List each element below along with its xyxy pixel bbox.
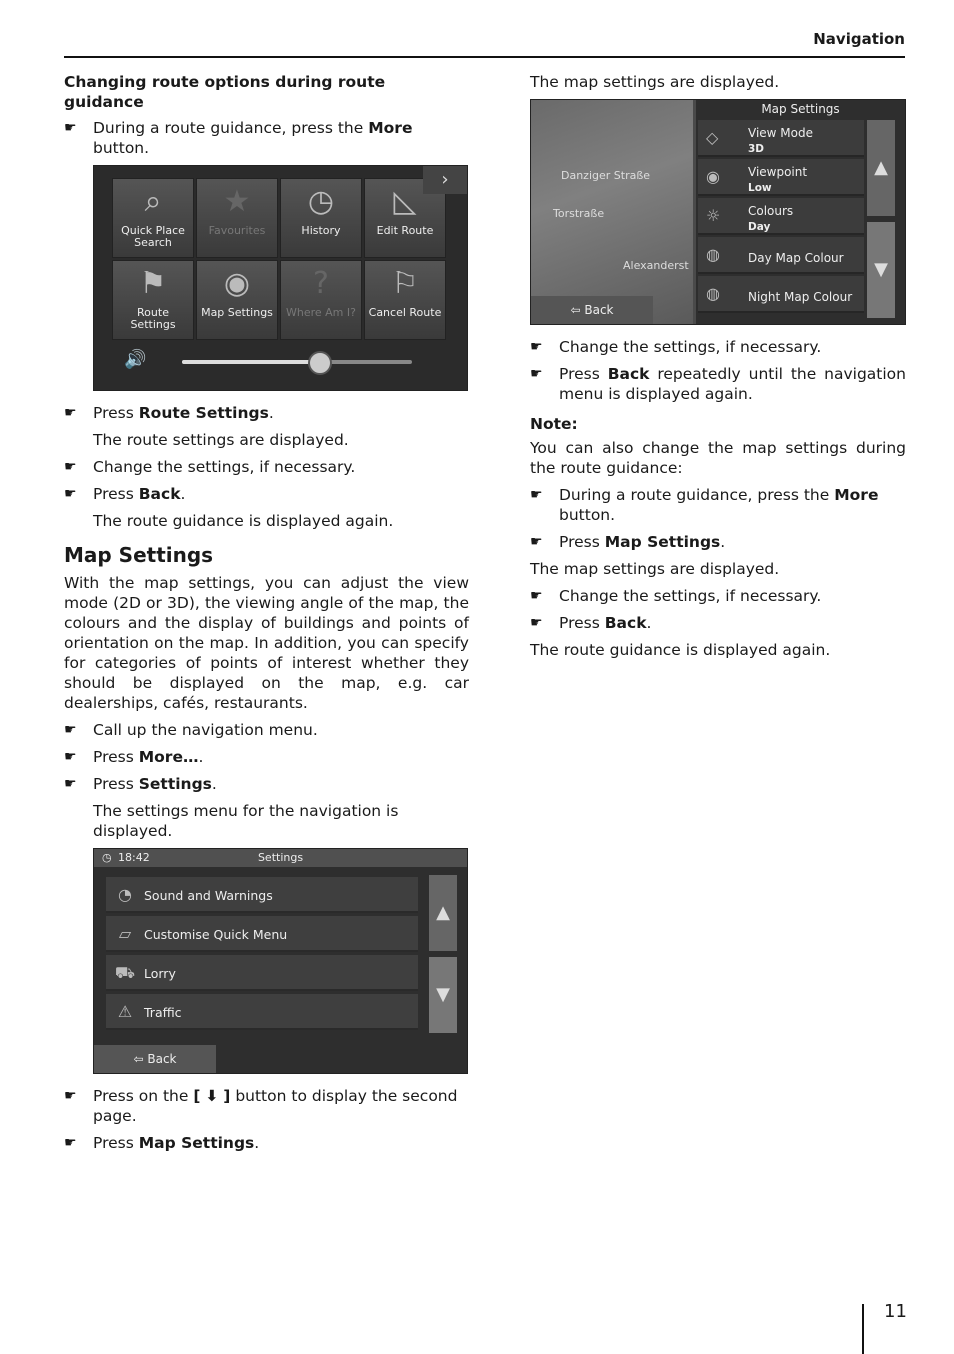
step: ☛ Press Map Settings.: [530, 533, 726, 551]
step: ☛ Press Back.: [64, 485, 186, 503]
next-page-icon: ›: [423, 166, 467, 194]
page-number: 11: [884, 1301, 907, 1322]
step: ☛ Press Back.: [530, 614, 652, 632]
result-text: The map settings are displayed.: [530, 73, 780, 91]
row-day-map-colour: ◍ Day Map Colour: [698, 237, 864, 274]
magnifier-pin-icon: ⌕: [144, 184, 162, 219]
step: ☛ Press Route Settings.: [64, 404, 274, 422]
hand-pointer-icon: ☛: [64, 405, 77, 421]
result-text: The map settings are displayed.: [530, 560, 780, 578]
step: ☛ Press More….: [64, 748, 204, 766]
question-icon: ?: [313, 266, 329, 301]
step: ☛ During a route guidance, press the More button.: [64, 119, 413, 157]
hand-pointer-icon: ☛: [530, 534, 543, 550]
speaker-icon: ◔: [118, 885, 132, 904]
tile-favourites: ★ Favourites: [196, 178, 278, 258]
speaker-icon: 🔊: [124, 349, 147, 370]
back-arrow-icon: ⇦: [570, 303, 581, 317]
step: ☛ Press Back repeatedly until the navigation menu is displayed again.: [530, 365, 906, 403]
checkered-flag-icon: ⚐: [391, 266, 419, 301]
right-column: [530, 72, 906, 667]
tile-history: ◷ History: [280, 178, 362, 258]
hand-pointer-icon: ☛: [64, 1135, 77, 1151]
settings-screenshot: [93, 848, 468, 1074]
step: ☛ Change the settings, if necessary.: [530, 338, 822, 356]
street-label: Danziger Straße: [561, 169, 651, 182]
sub-heading: Changing route options during route guidance: [64, 73, 386, 111]
star-icon: ★: [223, 184, 251, 219]
back-button: ⇦ Back: [531, 296, 653, 324]
hand-pointer-icon: ☛: [64, 486, 77, 502]
back-button: ⇦ Back: [94, 1045, 216, 1073]
step: ☛ During a route guidance, press the More button.: [530, 486, 879, 524]
result-text: The settings menu for the navigation is displayed.: [93, 802, 399, 840]
sun-icon: ☼: [706, 206, 721, 225]
palette-dark-icon: ◍: [706, 284, 720, 303]
window-icon: ▱: [118, 924, 132, 943]
hand-pointer-icon: ☛: [64, 120, 77, 136]
note-text: You can also change the map settings during the route guidance:: [530, 439, 906, 477]
tile-where-am-i: ? Where Am I?: [280, 260, 362, 340]
signpost-icon: ⚑: [139, 266, 167, 301]
step: ☛ Change the settings, if necessary.: [530, 587, 822, 605]
eye-map-icon: ◉: [223, 266, 251, 301]
volume-knob: [308, 351, 332, 375]
settings-row-lorry: ⛟ Lorry: [106, 955, 418, 991]
result-text: The route guidance is displayed again.: [530, 641, 831, 659]
volume-track: [182, 360, 412, 364]
hand-pointer-icon: ☛: [530, 615, 543, 631]
warning-triangle-icon: ⚠: [117, 1002, 133, 1021]
row-colours: ☼ Colours Day: [698, 198, 864, 235]
cube-icon: ◇: [706, 128, 719, 147]
map-settings-panel: [696, 100, 905, 324]
down-arrow-icon: ⬇: [205, 1087, 219, 1105]
result-text: The route guidance is displayed again.: [93, 512, 394, 530]
volume-fill: [182, 360, 320, 364]
scroll-up-icon: ▲: [429, 875, 457, 951]
scroll-down-icon: ▼: [429, 957, 457, 1033]
triangle-ruler-icon: ◺: [393, 184, 417, 219]
tile-route-settings: ⚑ Route Settings: [112, 260, 194, 340]
hand-pointer-icon: ☛: [530, 339, 543, 355]
tile-map-settings: ◉ Map Settings: [196, 260, 278, 340]
screen-title: Settings: [257, 851, 304, 864]
lorry-icon: ⛟: [114, 963, 136, 982]
left-column: [64, 72, 469, 1160]
panel-title: Map Settings: [761, 102, 840, 116]
section-title: Map Settings: [64, 543, 214, 567]
step: ☛ Press on the [ ⬇ ] button to display the second page.: [64, 1087, 458, 1125]
map-settings-screenshot: [530, 99, 906, 325]
hand-pointer-icon: ☛: [530, 487, 543, 503]
map-view: [531, 100, 693, 324]
settings-row-sound: ◔ Sound and Warnings: [106, 877, 418, 913]
volume-slider: [112, 348, 447, 376]
row-view-mode: ◇ View Mode 3D: [698, 120, 864, 157]
settings-row-traffic: ⚠ Traffic: [106, 994, 418, 1030]
step: ☛ Change the settings, if necessary.: [64, 458, 356, 476]
footer-rule: [862, 1304, 864, 1354]
back-arrow-icon: ⇦: [133, 1052, 144, 1066]
header-rule: [64, 56, 905, 58]
clock-icon: ◷: [102, 851, 112, 864]
step: ☛ Press Settings.: [64, 775, 217, 793]
row-night-map-colour: ◍ Night Map Colour: [698, 276, 864, 313]
step: ☛ Press Map Settings.: [64, 1134, 260, 1152]
tile-cancel-route: ⚐ Cancel Route: [364, 260, 446, 340]
street-label: Torstraße: [553, 207, 605, 220]
clock-icon: ◷: [307, 184, 335, 219]
running-header: Navigation: [813, 30, 905, 48]
street-label: Alexanderst: [623, 259, 689, 272]
tile-edit-route: ◺ Edit Route: [364, 178, 446, 258]
hand-pointer-icon: ☛: [64, 776, 77, 792]
scroll-down-icon: ▼: [867, 222, 895, 318]
note-label: Note:: [530, 415, 578, 433]
result-text: The route settings are displayed.: [93, 431, 349, 449]
status-bar: [94, 849, 467, 867]
row-viewpoint: ◉ Viewpoint Low: [698, 159, 864, 196]
settings-row-quick-menu: ▱ Customise Quick Menu: [106, 916, 418, 952]
palette-icon: ◍: [706, 245, 720, 264]
intro-paragraph: With the map settings, you can adjust the view mode (2D or 3D), the viewing angle of the map, the colours and the display of buildings and points of orientation on the map. In addition, you can specify for categories of points of interest whether they should be displayed on the map, e.g. car dealerships, cafés, restaurants.: [64, 574, 469, 712]
time: 18:42: [118, 851, 150, 864]
more-menu-screenshot: [93, 165, 468, 391]
eye-icon: ◉: [706, 167, 720, 186]
hand-pointer-icon: ☛: [64, 459, 77, 475]
tile-quick-place-search: ⌕ Quick Place Search: [112, 178, 194, 258]
scroll-up-icon: ▲: [867, 120, 895, 216]
hand-pointer-icon: ☛: [64, 1088, 77, 1104]
step: ☛ Call up the navigation menu.: [64, 721, 318, 739]
hand-pointer-icon: ☛: [64, 722, 77, 738]
hand-pointer-icon: ☛: [530, 366, 543, 382]
hand-pointer-icon: ☛: [64, 749, 77, 765]
hand-pointer-icon: ☛: [530, 588, 543, 604]
